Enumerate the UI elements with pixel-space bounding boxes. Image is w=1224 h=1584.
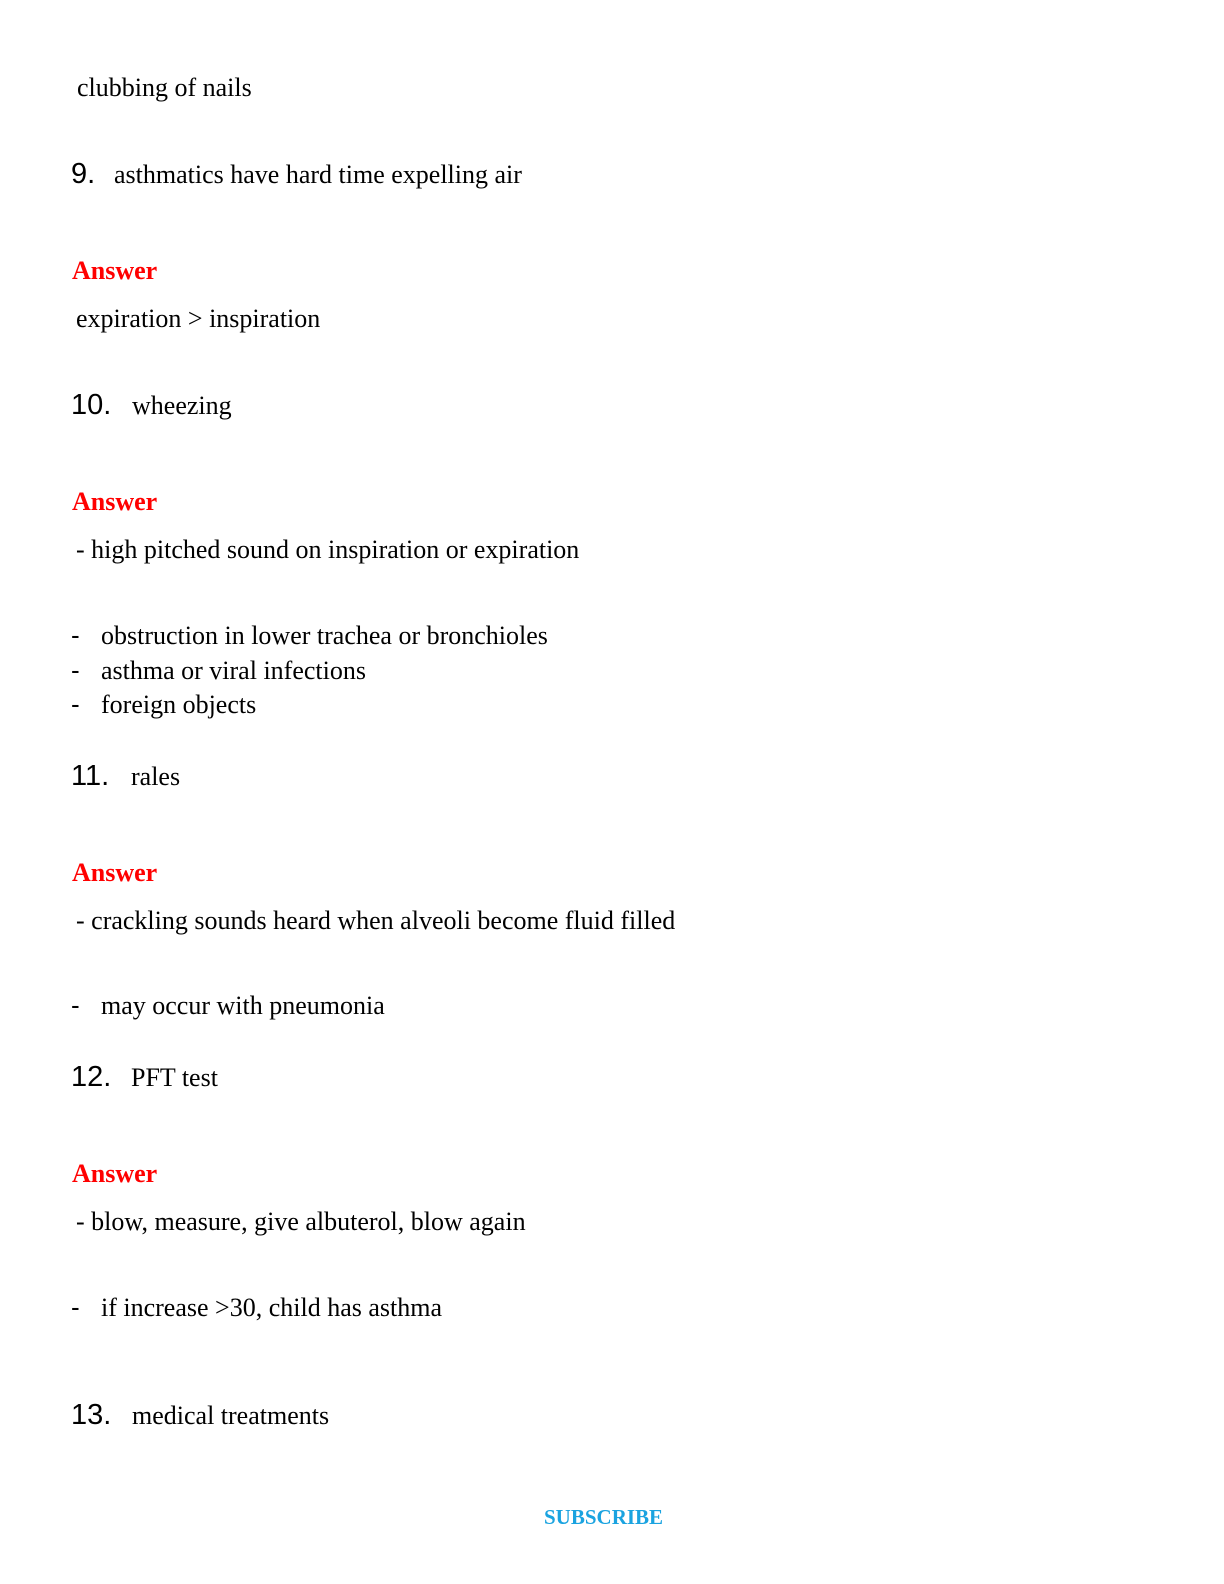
bullet-text: may occur with pneumonia <box>101 991 385 1020</box>
bullet-dash: - <box>71 990 80 1020</box>
answer-label: Answer <box>72 858 158 887</box>
question-number: 10. <box>71 389 112 421</box>
question-text: wheezing <box>132 391 232 420</box>
question-text: PFT test <box>131 1063 218 1092</box>
question-text: medical treatments <box>132 1401 330 1430</box>
question-text: asthmatics have hard time expelling air <box>114 160 522 189</box>
bullet-dash: - <box>71 620 80 650</box>
answer-label: Answer <box>72 1159 158 1188</box>
answer-text: - crackling sounds heard when alveoli become fluid filled <box>76 906 676 935</box>
question-text: rales <box>131 762 181 791</box>
question-number: 13. <box>71 1399 112 1431</box>
bullet-text: asthma or viral infections <box>101 656 366 685</box>
bullet-text: if increase >30, child has asthma <box>101 1293 442 1322</box>
answer-text: expiration > inspiration <box>76 304 321 333</box>
question-number: 12. <box>71 1061 112 1093</box>
question-number: 11. <box>71 760 110 792</box>
bullet-dash: - <box>71 689 80 719</box>
intro-text: clubbing of nails <box>77 73 252 102</box>
bullet-dash: - <box>71 655 80 685</box>
bullet-text: obstruction in lower trachea or bronchioles <box>101 621 548 650</box>
subscribe-link[interactable]: SUBSCRIBE <box>544 1505 664 1529</box>
answer-text: - blow, measure, give albuterol, blow again <box>76 1207 526 1236</box>
bullet-text: foreign objects <box>101 690 257 719</box>
answer-label: Answer <box>72 256 158 285</box>
answer-label: Answer <box>72 487 158 516</box>
answer-text: - high pitched sound on inspiration or expiration <box>76 535 580 564</box>
bullet-dash: - <box>71 1292 80 1322</box>
question-number: 9. <box>71 158 96 190</box>
